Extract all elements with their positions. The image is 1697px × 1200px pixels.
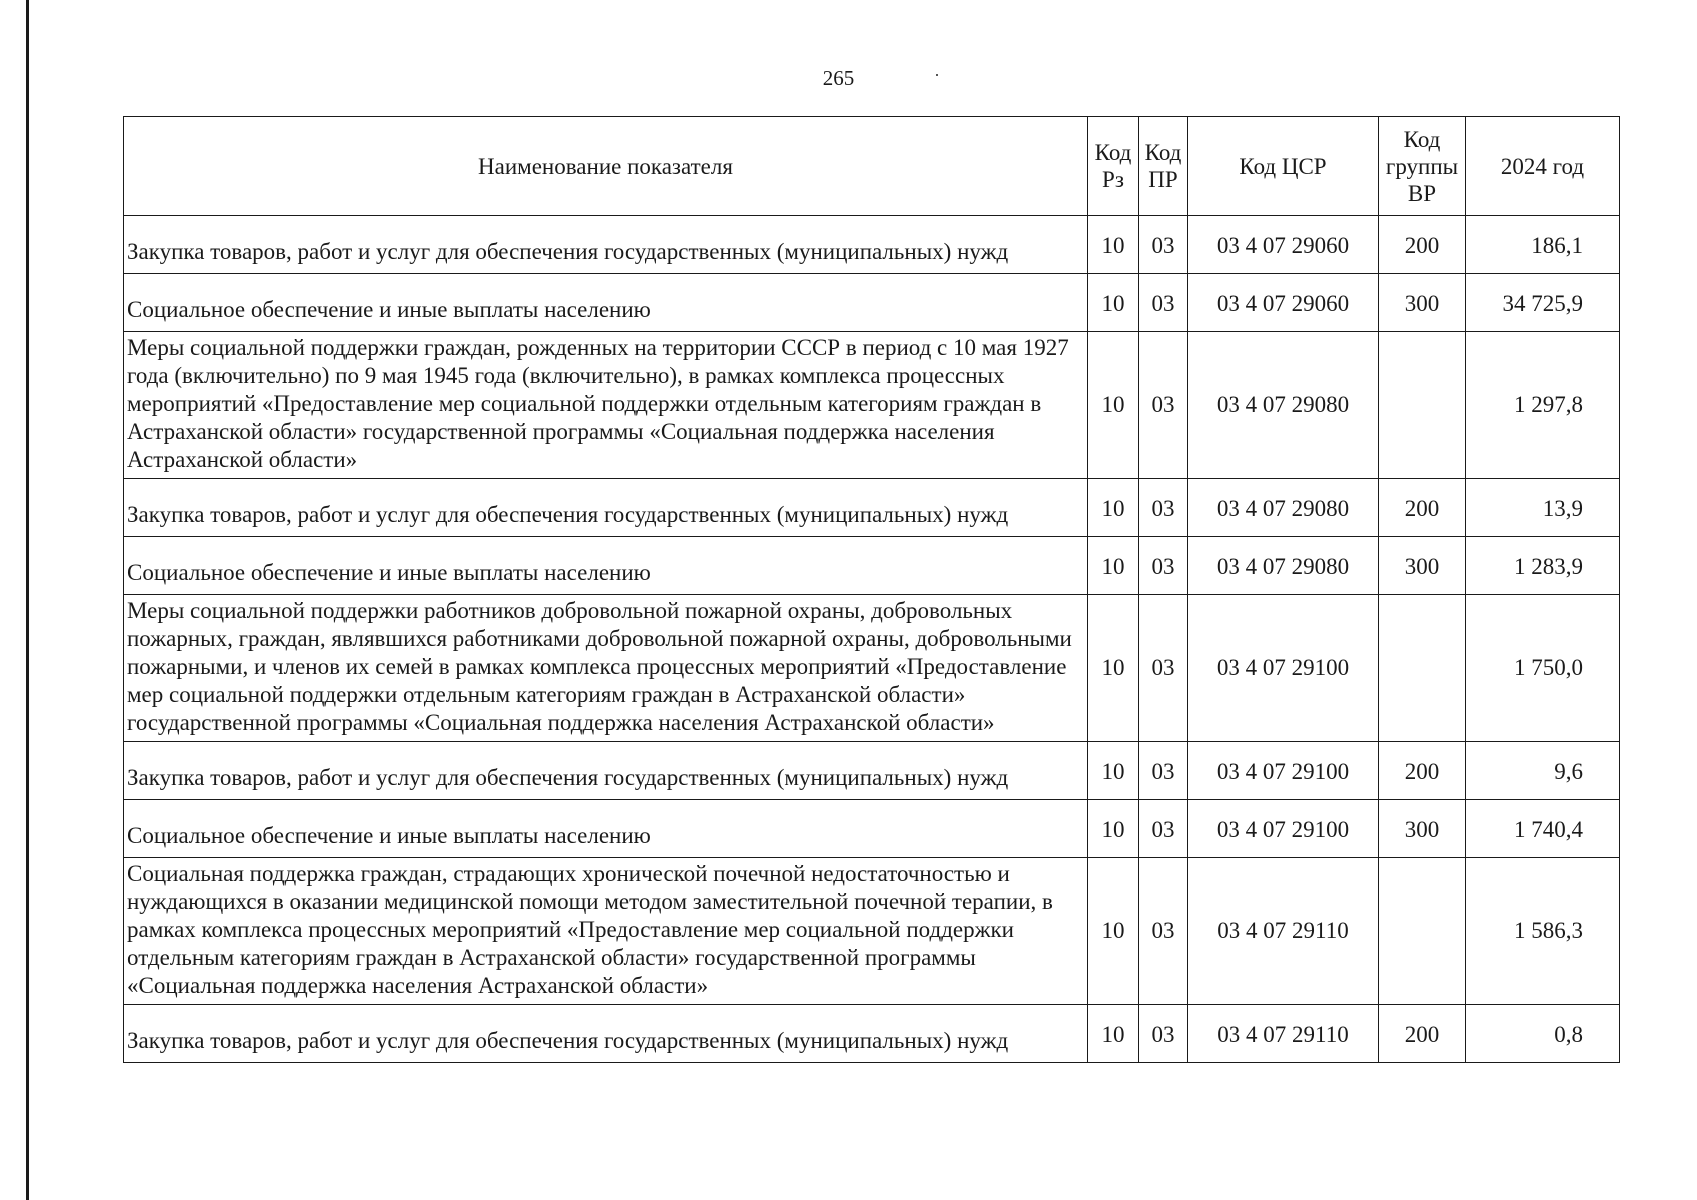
table-row (124, 537, 1620, 595)
row-amount: 1 283,9 (1466, 537, 1620, 595)
table-row (124, 274, 1620, 332)
table-header-row (124, 117, 1620, 216)
row-csr: 03 4 07 29100 (1188, 742, 1379, 800)
row-name: Социальное обеспечение и иные выплаты населению (124, 274, 1088, 332)
row-amount: 34 725,9 (1466, 274, 1620, 332)
row-vr: 300 (1379, 800, 1466, 858)
row-name: Закупка товаров, работ и услуг для обеспечения государственных (муниципальных) нужд (124, 479, 1088, 537)
row-amount: 1 586,3 (1466, 858, 1620, 1005)
row-rz: 10 (1088, 537, 1139, 595)
table-row (124, 595, 1620, 742)
table-row (124, 858, 1620, 1005)
row-name: Закупка товаров, работ и услуг для обеспечения государственных (муниципальных) нужд (124, 742, 1088, 800)
row-rz: 10 (1088, 479, 1139, 537)
row-amount: 1 297,8 (1466, 332, 1620, 479)
row-vr: 200 (1379, 216, 1466, 274)
row-name: Закупка товаров, работ и услуг для обеспечения государственных (муниципальных) нужд (124, 216, 1088, 274)
row-vr (1379, 332, 1466, 479)
header-pr: Код ПР (1139, 117, 1188, 216)
row-amount: 1 740,4 (1466, 800, 1620, 858)
binding-edge-line (26, 0, 29, 1200)
page-number: 265 (822, 66, 855, 90)
row-pr: 03 (1139, 742, 1188, 800)
row-vr: 200 (1379, 479, 1466, 537)
row-vr: 200 (1379, 742, 1466, 800)
row-pr: 03 (1139, 274, 1188, 332)
row-amount: 9,6 (1466, 742, 1620, 800)
header-vr: Код группы ВР (1379, 117, 1466, 216)
row-pr: 03 (1139, 216, 1188, 274)
row-rz: 10 (1088, 216, 1139, 274)
row-csr: 03 4 07 29060 (1188, 274, 1379, 332)
row-pr: 03 (1139, 537, 1188, 595)
row-pr: 03 (1139, 479, 1188, 537)
row-pr: 03 (1139, 1005, 1188, 1063)
row-rz: 10 (1088, 274, 1139, 332)
budget-table (123, 116, 1620, 1063)
row-csr: 03 4 07 29100 (1188, 595, 1379, 742)
row-rz: 10 (1088, 332, 1139, 479)
row-rz: 10 (1088, 858, 1139, 1005)
row-name: Меры социальной поддержки граждан, рожденных на территории СССР в период с 10 мая 1927 года (включительно) по 9 мая 1945 года (включительно), в рамках комплекса процессных мероприятий «Предоставление мер социальной поддержки отдельным категориям граждан в Астраханской области» государственной программы «Социальная поддержка населения Астраханской области» (124, 332, 1088, 479)
row-csr: 03 4 07 29080 (1188, 537, 1379, 595)
row-pr: 03 (1139, 332, 1188, 479)
row-pr: 03 (1139, 595, 1188, 742)
row-amount: 1 750,0 (1466, 595, 1620, 742)
table-row (124, 800, 1620, 858)
row-rz: 10 (1088, 742, 1139, 800)
header-year: 2024 год (1466, 117, 1620, 216)
row-amount: 13,9 (1466, 479, 1620, 537)
row-vr: 300 (1379, 274, 1466, 332)
table-row (124, 1005, 1620, 1063)
row-csr: 03 4 07 29080 (1188, 479, 1379, 537)
row-csr: 03 4 07 29110 (1188, 1005, 1379, 1063)
row-name: Социальная поддержка граждан, страдающих хронической почечной недостаточностью и нуждающихся в оказании медицинской помощи методом заместительной почечной терапии, в рамках комплекса процессных мероприятий «Предоставление мер социальной поддержки отдельным категориям граждан в Астраханской области» государственной программы «Социальная поддержка населения Астраханской области» (124, 858, 1088, 1005)
row-name: Социальное обеспечение и иные выплаты населению (124, 800, 1088, 858)
scan-speck (936, 74, 938, 76)
header-name: Наименование показателя (124, 117, 1088, 216)
row-rz: 10 (1088, 1005, 1139, 1063)
row-csr: 03 4 07 29100 (1188, 800, 1379, 858)
header-csr: Код ЦСР (1188, 117, 1379, 216)
table-row (124, 479, 1620, 537)
row-amount: 186,1 (1466, 216, 1620, 274)
row-pr: 03 (1139, 858, 1188, 1005)
row-name: Социальное обеспечение и иные выплаты населению (124, 537, 1088, 595)
header-rz: Код Рз (1088, 117, 1139, 216)
row-rz: 10 (1088, 800, 1139, 858)
row-vr (1379, 595, 1466, 742)
row-amount: 0,8 (1466, 1005, 1620, 1063)
row-csr: 03 4 07 29080 (1188, 332, 1379, 479)
row-csr: 03 4 07 29060 (1188, 216, 1379, 274)
row-vr (1379, 858, 1466, 1005)
row-name: Меры социальной поддержки работников добровольной пожарной охраны, добровольных пожарных, граждан, являвшихся работниками добровольной пожарной охраны, добровольными пожарными, и членов их семей в рамках комплекса процессных мероприятий «Предоставление мер социальной поддержки отдельным категориям граждан в Астраханской области» государственной программы «Социальная поддержка населения Астраханской области» (124, 595, 1088, 742)
table-row (124, 216, 1620, 274)
table-row (124, 332, 1620, 479)
table-row (124, 742, 1620, 800)
row-vr: 200 (1379, 1005, 1466, 1063)
row-csr: 03 4 07 29110 (1188, 858, 1379, 1005)
row-rz: 10 (1088, 595, 1139, 742)
row-pr: 03 (1139, 800, 1188, 858)
row-vr: 300 (1379, 537, 1466, 595)
row-name: Закупка товаров, работ и услуг для обеспечения государственных (муниципальных) нужд (124, 1005, 1088, 1063)
